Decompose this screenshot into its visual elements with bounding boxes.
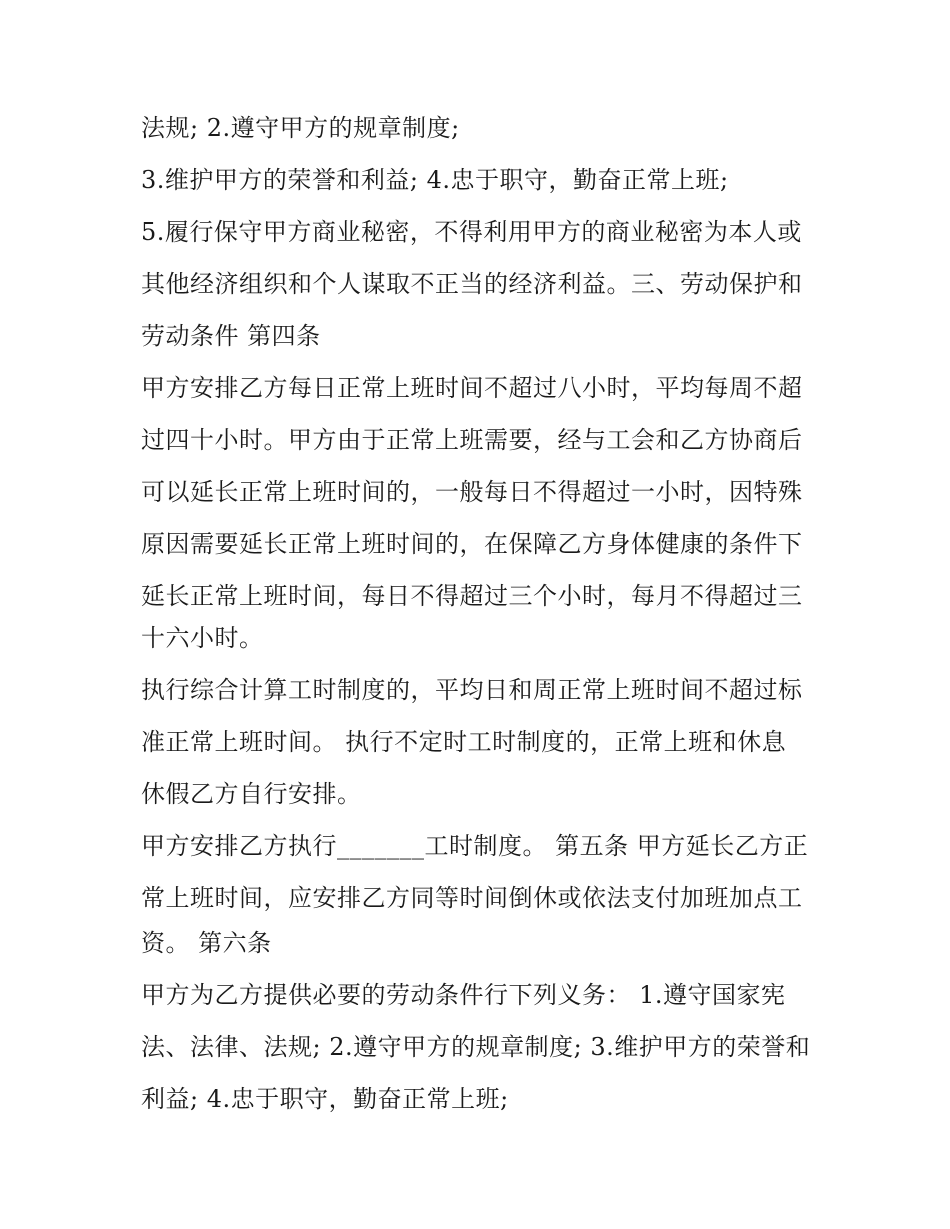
text-line: 延长正常上班时间，每日不得超过三个小时，每月不得超过三	[141, 582, 803, 610]
text-line: 甲方安排乙方执行_______工时制度。 第五条 甲方延长乙方正	[141, 832, 809, 860]
text-line: 甲方安排乙方每日正常上班时间不超过八小时，平均每周不超	[141, 374, 803, 402]
text-line: 资。 第六条	[141, 929, 272, 957]
text-line: 原因需要延长正常上班时间的，在保障乙方身体健康的条件下	[141, 530, 803, 558]
text-line: 常上班时间，应安排乙方同等时间倒休或依法支付加班加点工	[141, 884, 803, 912]
text-line: 甲方为乙方提供必要的劳动条件行下列义务： 1.遵守国家宪	[141, 981, 786, 1009]
text-line: 利益; 4.忠于职守，勤奋正常上班;	[141, 1085, 509, 1113]
text-line: 法规; 2.遵守甲方的规章制度;	[141, 114, 460, 142]
section-heading-line: 劳动条件 第四条	[141, 322, 321, 350]
text-line: 执行综合计算工时制度的，平均日和周正常上班时间不超过标	[141, 676, 803, 704]
text-line: 5.履行保守甲方商业秘密，不得利用甲方的商业秘密为本人或	[141, 218, 802, 246]
text-line: 可以延长正常上班时间的，一般每日不得超过一小时，因特殊	[141, 478, 803, 506]
text-line: 法、法律、法规; 2.遵守甲方的规章制度; 3.维护甲方的荣誉和	[141, 1033, 811, 1061]
text-line: 十六小时。	[141, 624, 264, 652]
text-line: 准正常上班时间。 执行不定时工时制度的，正常上班和休息	[141, 728, 787, 756]
text-line: 3.维护甲方的荣誉和利益; 4.忠于职守，勤奋正常上班;	[141, 166, 729, 194]
text-line: 其他经济组织和个人谋取不正当的经济利益。三、劳动保护和	[141, 270, 803, 298]
text-line: 过四十小时。甲方由于正常上班需要，经与工会和乙方协商后	[141, 426, 803, 454]
text-line: 休假乙方自行安排。	[141, 780, 362, 808]
